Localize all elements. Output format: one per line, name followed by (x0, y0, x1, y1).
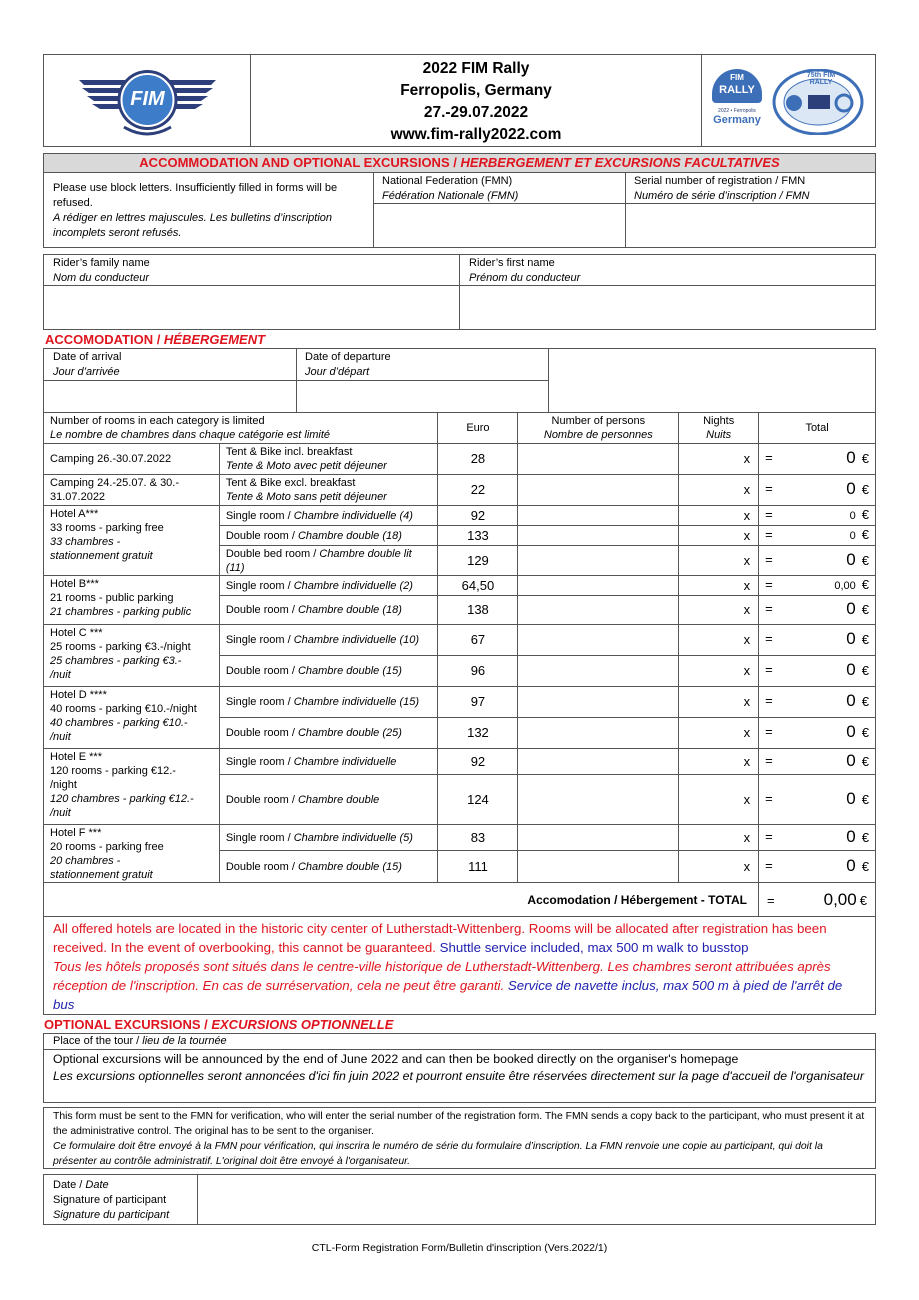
event-url: www.fim-rally2022.com (390, 126, 562, 143)
room-type: Double room / Chambre double (18) (219, 596, 438, 625)
room-type: Single room / Chambre individuelle (2) (219, 576, 438, 596)
table-row (44, 625, 876, 656)
persons-input[interactable] (518, 475, 679, 506)
row-total: = 0 € (759, 851, 876, 883)
row-total: = 0 € (759, 546, 876, 576)
persons-input[interactable] (518, 687, 679, 718)
room-price: 97 (438, 687, 518, 718)
instructions-text: Please use block letters. Insufficiently filled in forms will be refused. A rédiger en lettres majuscules. Les bulletins d’inscription incomplets seront refusés. (53, 182, 338, 239)
page-footer: CTL-Form Registration Form/Bulletin d'inscription (Vers.2022/1) (311, 1242, 608, 1254)
row-total: = 0,00 € (759, 576, 876, 596)
rally-logos (701, 55, 875, 146)
room-type: Tent & Bike incl. breakfast Tente & Moto avec petit déjeuner (219, 444, 438, 475)
accommodation-category: Hotel B*** 21 rooms - public parking 21 chambres - parking public (44, 576, 220, 625)
room-type: Double room / Chambre double (219, 775, 438, 825)
rally-badge-sub: 2022 • Ferropolis (718, 108, 756, 114)
rally-badge (710, 69, 764, 135)
accommodation-category: Hotel A*** 33 rooms - parking free 33 chambres - stationnement gratuit (44, 506, 220, 576)
nights-input[interactable]: x (679, 526, 759, 546)
table-row (44, 444, 876, 475)
nights-input[interactable]: x (679, 475, 759, 506)
date-label: Date / Date (53, 1179, 109, 1191)
table-row (44, 475, 876, 506)
nights-input[interactable]: x (679, 444, 759, 475)
persons-input[interactable] (518, 546, 679, 576)
room-type: Single room / Chambre individuelle (4) (219, 506, 438, 526)
event-title-line3: 27.-29.07.2022 (423, 104, 529, 121)
accommodation-table (43, 412, 876, 883)
rally-badge-mid: RALLY (719, 84, 755, 96)
nights-input[interactable]: x (679, 576, 759, 596)
room-price: 138 (438, 596, 518, 625)
family-name-cell: Rider’s family name Nom du conducteur (44, 255, 460, 329)
nights-input[interactable]: x (679, 656, 759, 687)
room-price: 22 (438, 475, 518, 506)
excursions-heading: OPTIONAL EXCURSIONS / EXCURSIONS OPTIONNELLE (44, 1017, 394, 1032)
table-row (44, 506, 876, 526)
signature-box (43, 1174, 876, 1225)
col-euro: Euro (438, 413, 518, 444)
nights-input[interactable]: x (679, 851, 759, 883)
room-type: Single room / Chambre individuelle (219, 749, 438, 775)
accommodation-total-row (43, 882, 876, 917)
rally-badge-country: Germany (713, 114, 761, 126)
nights-input[interactable]: x (679, 546, 759, 576)
header-box (43, 54, 876, 147)
nights-input[interactable]: x (679, 506, 759, 526)
nights-input[interactable]: x (679, 825, 759, 851)
accommodation-category: Hotel E *** 120 rooms - parking €12.- /night 120 chambres - parking €12.- /nuit (44, 749, 220, 825)
persons-input[interactable] (518, 825, 679, 851)
room-price: 83 (438, 825, 518, 851)
signature-label: Signature of participant (53, 1194, 167, 1206)
row-total: = 0 € (759, 687, 876, 718)
persons-input[interactable] (518, 851, 679, 883)
room-type: Double bed room / Chambre double lit (11) (219, 546, 438, 576)
rally-badge-top: FIM (730, 73, 744, 82)
footer-note: This form must be sent to the FMN for verification, who will enter the serial number of the registration form. The FMN sends a copy back to the participant, who must present it at the administrative control. The original has to be sent to the organiser. Ce formulaire doit être envoyé à la FMN pour vérification, qui inscrira le numéro de série du formulaire d’inscription. La FMN renvoie une copie au participant, qui doit la présenter au contrôle administratif. L'original doit être envoyé à l'organisateur. (43, 1107, 876, 1169)
room-type: Double room / Chambre double (15) (219, 656, 438, 687)
anniversary-badge (772, 69, 864, 135)
room-price: 28 (438, 444, 518, 475)
room-price: 124 (438, 775, 518, 825)
accommodation-heading: ACCOMODATION / HÉBERGEMENT (45, 332, 266, 347)
nights-input[interactable]: x (679, 749, 759, 775)
room-price: 133 (438, 526, 518, 546)
total-label: Accomodation / Hébergement - TOTAL (527, 893, 747, 907)
accommodation-category: Hotel C *** 25 rooms - parking €3.-/night 25 chambres - parking €3.- /nuit (44, 625, 220, 687)
row-total: = 0 € (759, 475, 876, 506)
persons-input[interactable] (518, 576, 679, 596)
tour-place: Place of the tour / lieu de la tournée (44, 1034, 875, 1050)
first-name-cell: Rider’s first name Prénom du conducteur (460, 255, 875, 329)
room-price: 92 (438, 506, 518, 526)
rider-names-box (43, 254, 876, 330)
fim-logo-text: FIM (130, 88, 165, 110)
row-total: = 0 € (759, 444, 876, 475)
fmn-cell: National Federation (FMN) Fédération Nationale (FMN) (373, 173, 626, 247)
accommodation-category: Hotel D **** 40 rooms - parking €10.-/night 40 chambres - parking €10.- /nuit (44, 687, 220, 749)
persons-input[interactable] (518, 526, 679, 546)
total-eq: = (767, 893, 775, 908)
row-total: = 0 € (759, 625, 876, 656)
persons-input[interactable] (518, 718, 679, 749)
accommodation-category: Hotel F *** 20 rooms - parking free 20 chambres - stationnement gratuit (44, 825, 220, 883)
signature-label-fr: Signature du participant (53, 1209, 170, 1221)
table-header-row: Number of rooms in each category is limited Le nombre de chambres dans chaque catégorie est limité Euro Number of persons Nombre de personnes Nights Nuits Total (44, 413, 876, 444)
nights-input[interactable]: x (679, 625, 759, 656)
room-type: Single room / Chambre individuelle (15) (219, 687, 438, 718)
signature-field[interactable] (198, 1175, 875, 1224)
departure-input[interactable] (297, 381, 548, 411)
fmn-input[interactable] (374, 204, 625, 246)
dates-box (43, 348, 876, 413)
serial-cell: Serial number of registration / FMN Numéro de série d’inscription / FMN (626, 173, 875, 247)
room-price: 64,50 (438, 576, 518, 596)
departure-cell: Date of departure Jour d’départ (297, 349, 549, 412)
arrival-cell: Date of arrival Jour d’arrivée (44, 349, 297, 412)
persons-input[interactable] (518, 506, 679, 526)
persons-input[interactable] (518, 596, 679, 625)
accommodation-category: Camping 26.-30.07.2022 (44, 444, 220, 475)
room-type: Single room / Chambre individuelle (5) (219, 825, 438, 851)
table-row (44, 749, 876, 775)
excursions-box: Place of the tour / lieu de la tournée Optional excursions will be announced by the end of June 2022 and can then be booked directly on the organiser's homepage Les excursions optionnelles seront annoncées d'ici fin juin 2022 et pourront ensuite être réservées directement sur la page d'accueil de l'organisateur (43, 1033, 876, 1103)
room-type: Tent & Bike excl. breakfast Tente & Moto sans petit déjeuner (219, 475, 438, 506)
row-total: = 0 € (759, 749, 876, 775)
first-name-input[interactable] (460, 286, 875, 328)
room-type: Single room / Chambre individuelle (10) (219, 625, 438, 656)
nights-input[interactable]: x (679, 775, 759, 825)
room-price: 111 (438, 851, 518, 883)
serial-input[interactable] (626, 204, 875, 246)
table-row (44, 825, 876, 851)
room-price: 92 (438, 749, 518, 775)
row-total: = 0 € (759, 656, 876, 687)
family-name-input[interactable] (44, 286, 459, 328)
nights-input[interactable]: x (679, 687, 759, 718)
accommodation-category: Camping 24.-25.07. & 30.- 31.07.2022 (44, 475, 220, 506)
event-title-line1: 2022 FIM Rally (422, 60, 530, 77)
row-total: = 0 € (759, 825, 876, 851)
persons-input[interactable] (518, 749, 679, 775)
room-price: 67 (438, 625, 518, 656)
hotel-notice: All offered hotels are located in the historic city center of Lutherstadt-Wittenberg. Rooms will be allocated after registration has been received. In the event of overbooking, this cannot be guaranteed. Shuttle service included, max 500 m walk to busstop Tous les hôtels proposés sont situés dans le centre-ville historique de Lutherstadt-Wittenberg. Les chambres seront attribuées après réception de l'inscription. En cas de surréservation, cela ne peut être garanti. Service de navette inclus, max 500 m à pied de l'arrêt de bus (43, 916, 876, 1015)
room-price: 132 (438, 718, 518, 749)
room-type: Double room / Chambre double (15) (219, 851, 438, 883)
section-heading-accommodation-excursions: ACCOMMODATION AND OPTIONAL EXCURSIONS / HERBERGEMENT ET EXCURSIONS FACULTATIVES (43, 153, 876, 173)
table-row (44, 687, 876, 718)
row-total: = 0 € (759, 596, 876, 625)
persons-input[interactable] (518, 775, 679, 825)
nights-input[interactable]: x (679, 596, 759, 625)
room-type: Double room / Chambre double (25) (219, 718, 438, 749)
persons-input[interactable] (518, 656, 679, 687)
persons-input[interactable] (518, 625, 679, 656)
event-title (251, 58, 701, 146)
total-value: 0,00 € (823, 890, 867, 909)
event-title-line2: Ferropolis, Germany (400, 82, 552, 99)
anniversary-text: 75th FIM RALLY (806, 72, 836, 86)
room-price: 96 (438, 656, 518, 687)
row-total: = 0 € (759, 526, 876, 546)
col-total: Total (759, 413, 876, 444)
fim-logo (44, 55, 251, 146)
room-price: 129 (438, 546, 518, 576)
instructions-box (43, 172, 876, 248)
nights-input[interactable]: x (679, 718, 759, 749)
row-total: = 0 € (759, 506, 876, 526)
arrival-input[interactable] (44, 381, 296, 411)
table-row (44, 576, 876, 596)
row-total: = 0 € (759, 775, 876, 825)
row-total: = 0 € (759, 718, 876, 749)
room-type: Double room / Chambre double (18) (219, 526, 438, 546)
persons-input[interactable] (518, 444, 679, 475)
